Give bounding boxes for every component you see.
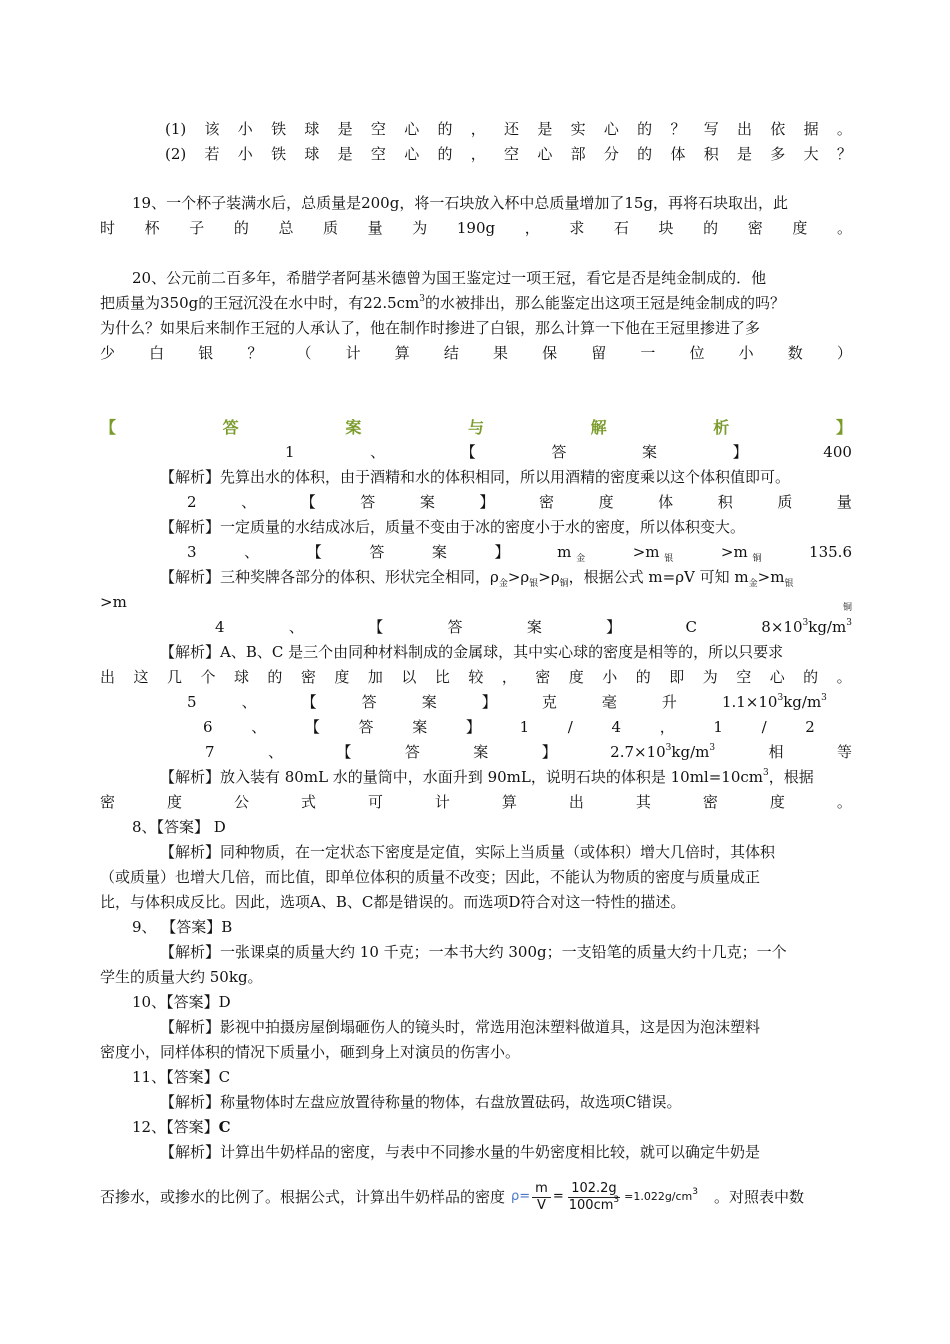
text-token: 密 xyxy=(539,493,555,511)
text-token: 数 xyxy=(787,344,803,362)
text-token: 心 xyxy=(404,145,420,163)
text-token: 据 xyxy=(803,120,819,138)
text-token: 度 xyxy=(166,793,182,811)
answer-3-explanation-cont: >m 铜 xyxy=(100,593,852,613)
answer-8-explanation-2: （或质量）也增大几倍，而比值，即单位体积的质量不改变；因此，不能认为物质的密度与质量成正 xyxy=(100,868,761,886)
text-token: 2 xyxy=(805,718,815,736)
text-token: 式 xyxy=(300,793,316,811)
text-token: 加 xyxy=(367,668,383,686)
q18-line2 xyxy=(165,143,852,165)
text-token: 1 xyxy=(713,718,723,736)
text-token: 球 xyxy=(304,120,320,138)
text-token: 密 xyxy=(747,219,763,237)
text-token: 的 xyxy=(637,120,653,138)
text-token: 的 xyxy=(437,145,453,163)
text-token: 为 xyxy=(702,668,718,686)
density-formula: ρ= $\frac{m}{V}$ = $\frac{102.2g}{100cm^3}$ $=1.022g/cm^3$ xyxy=(511,1180,699,1213)
text-token: 银 xyxy=(198,344,214,362)
text-token: 1 xyxy=(519,718,530,736)
text-token: 的 xyxy=(637,145,653,163)
text-token: 块 xyxy=(658,219,674,237)
text-token: 该 xyxy=(204,120,220,138)
text-token: 度 xyxy=(792,219,808,237)
text-token: 密 xyxy=(535,668,551,686)
text-token: ， xyxy=(659,718,675,736)
text-token: 是 xyxy=(337,120,353,138)
text-token: 保 xyxy=(542,344,558,362)
text-token: 6 xyxy=(203,718,213,736)
text-token: 度 xyxy=(598,493,614,511)
text-token: (1) xyxy=(165,120,187,138)
text-token: 即 xyxy=(669,668,685,686)
text-token: 答 xyxy=(358,718,374,736)
text-token: 1 xyxy=(285,443,295,461)
text-token: 的 xyxy=(703,219,719,237)
answer-5: 5 、 【 答 案 】 克 毫 升 $1.1\times 10^3kg/m^3$ xyxy=(187,693,827,711)
text-token: 小 xyxy=(738,344,754,362)
text-token: 是 xyxy=(337,145,353,163)
text-token: 的 xyxy=(635,668,651,686)
text-token: 结 xyxy=(443,344,459,362)
text-token: 度 xyxy=(769,793,785,811)
text-token: 铁 xyxy=(271,145,287,163)
text-token: ？ xyxy=(836,145,852,163)
answer-8-explanation-3: 比，与体积成反比。因此，选项A、B、C都是错误的。而选项D符合对这一特性的描述。 xyxy=(100,893,686,911)
text-token: 这 xyxy=(133,668,149,686)
text-token: 是 xyxy=(537,120,553,138)
text-token: 时 xyxy=(100,219,116,237)
text-token: 杯 xyxy=(144,219,160,237)
text-token: 。 xyxy=(836,120,852,138)
text-token: ， xyxy=(470,145,486,163)
text-token: 4 xyxy=(611,718,622,736)
text-token: (2) xyxy=(165,145,187,163)
text-token: 空 xyxy=(370,145,386,163)
text-token: 体 xyxy=(658,493,674,511)
q19-line2 xyxy=(100,217,852,239)
answer-12-explanation-1: 【解析】计算出牛奶样品的密度，与表中不同掺水量的牛奶密度相比较，就可以确定牛奶是 xyxy=(160,1143,761,1161)
text-token: 石 xyxy=(613,219,629,237)
text-token: 积 xyxy=(717,493,733,511)
text-token: 心 xyxy=(603,120,619,138)
text-token: 公 xyxy=(233,793,249,811)
text-token: 多 xyxy=(770,145,786,163)
text-token: 案 xyxy=(419,493,435,511)
q20-line1: 20、公元前二百多年，希腊学者阿基米德曾为国王鉴定过一项王冠，看它是否是纯金制成的．他 xyxy=(132,269,767,287)
q18-line1 xyxy=(165,118,852,140)
q20-line2: 把质量为350g的王冠沉没在水中时，有$22.5cm^3$的水被排出，那么能鉴定出这项王冠是纯金制成的吗？ xyxy=(100,294,786,312)
text-token: 较 xyxy=(468,668,484,686)
text-token: 心 xyxy=(537,145,553,163)
text-token: 空 xyxy=(370,120,386,138)
answer-4-explanation: 【解析】A、B、C 是三个由同种材料制成的金属球，其中实心球的密度是相等的，所以只要求 xyxy=(160,643,784,661)
text-token: 写 xyxy=(703,120,719,138)
text-token: 留 xyxy=(591,344,607,362)
answer-4-explanation-cont xyxy=(100,666,852,688)
text-token: 空 xyxy=(736,668,752,686)
answer-7-explanation-cont xyxy=(100,791,852,813)
answer-9-explanation-2: 学生的质量大约 50kg。 xyxy=(100,968,263,986)
text-token: 求 xyxy=(569,219,585,237)
text-token: 子 xyxy=(189,219,205,237)
text-token: 2 xyxy=(187,493,197,511)
answer-7: 7 、 【 答 案 】 $2.7\times 10^3kg/m^3$ 相 等 xyxy=(205,743,852,761)
text-token: ， xyxy=(470,120,486,138)
text-token: 少 xyxy=(100,344,116,362)
text-token: 小 xyxy=(237,145,253,163)
text-token: 还 xyxy=(504,120,520,138)
text-token: 比 xyxy=(434,668,450,686)
text-token: 。 xyxy=(836,219,852,237)
text-token: 密 xyxy=(100,793,116,811)
text-token: 的 xyxy=(437,120,453,138)
text-token: 实 xyxy=(570,120,586,138)
text-token: ） xyxy=(836,344,852,362)
answer-10-explanation-2: 密度小，同样体积的情况下质量小，砸到身上对演员的伤害小。 xyxy=(100,1043,521,1061)
text-token: 质 xyxy=(777,493,793,511)
answer-8: 8、【答案】 D xyxy=(132,818,226,836)
q19-line1: 19、一个杯子装满水后，总质量是200g，将一石块放入杯中总质量增加了15g，再将石块取出，此 xyxy=(132,194,789,212)
text-token: 解 xyxy=(590,418,607,437)
text-token: 铁 xyxy=(271,120,287,138)
text-token: / xyxy=(567,718,573,736)
text-token: 】 xyxy=(732,443,748,461)
answer-8-explanation-1: 【解析】同种物质，在一定状态下密度是定值，实际上当质量（或体积）增大几倍时，其体积 xyxy=(160,843,776,861)
text-token: 【 xyxy=(460,443,476,461)
text-token: 白 xyxy=(149,344,165,362)
text-token: 果 xyxy=(493,344,509,362)
text-token: 心 xyxy=(404,120,420,138)
text-token: 量 xyxy=(836,493,852,511)
text-token: 案 xyxy=(345,418,362,437)
text-token: 总 xyxy=(278,219,294,237)
answer-12: 12、【答案】C xyxy=(132,1118,231,1136)
text-token: 【 xyxy=(304,718,320,736)
text-token: 。 xyxy=(836,668,852,686)
text-token: 、 xyxy=(251,718,267,736)
text-token: 案 xyxy=(412,718,428,736)
text-token: 答 xyxy=(551,443,567,461)
answer-2-explanation: 【解析】一定质量的水结成冰后，质量不变由于冰的密度小于水的密度，所以体积变大。 xyxy=(160,518,746,536)
text-token: ， xyxy=(524,219,540,237)
text-token: 是 xyxy=(737,145,753,163)
answer-7-explanation: 【解析】放入装有 80mL 水的量筒中，水面升到 90mL，说明石块的体积是 $10ml=10cm^3$，根据 xyxy=(160,768,814,786)
text-token: 若 xyxy=(204,145,220,163)
answer-3-explanation: 【解析】三种奖牌各部分的体积、形状完全相同，$\rho_金>\rho_银>\rho_铜$，根据公式 m=ρV 可知 $m_金>m_银$ xyxy=(160,568,794,589)
text-token: 】 xyxy=(835,418,852,437)
text-token: 为 xyxy=(412,219,428,237)
answer-9-explanation-1: 【解析】一张课桌的质量大约 10 千克；一本书大约 300g；一支铅笔的质量大约十几克；一个 xyxy=(160,943,787,961)
text-token: 质 xyxy=(323,219,339,237)
text-token: 的 xyxy=(233,219,249,237)
text-token: 】 xyxy=(479,493,495,511)
text-token: 案 xyxy=(642,443,658,461)
text-token: 、 xyxy=(241,493,257,511)
text-token: / xyxy=(761,718,767,736)
text-token: 算 xyxy=(394,344,410,362)
q20-line4 xyxy=(100,342,852,364)
answer-10: 10、【答案】D xyxy=(132,993,231,1011)
text-token: 】 xyxy=(465,718,481,736)
text-token: 与 xyxy=(467,418,484,437)
text-token: 的 xyxy=(803,668,819,686)
text-token: 度 xyxy=(568,668,584,686)
text-token: 小 xyxy=(602,668,618,686)
text-token: 量 xyxy=(367,219,383,237)
text-token: 依 xyxy=(770,120,786,138)
text-token: ？ xyxy=(670,120,686,138)
answer-3: 3 、 【 答 案 】 m $_金$ >m $_银$ >m $_铜$ 135.6 xyxy=(187,543,852,564)
text-token: 积 xyxy=(703,145,719,163)
text-token: 400 xyxy=(823,443,852,461)
text-token: ？ xyxy=(247,344,263,362)
answer-9: 9、 【答案】B xyxy=(132,918,233,936)
text-token: 度 xyxy=(334,668,350,686)
answer-1-explanation: 【解析】先算出水的体积，由于酒精和水的体积相同，所以用酒精的密度乘以这个体积值即可。 xyxy=(160,468,791,486)
text-token: （ xyxy=(296,344,312,362)
answer-11-explanation: 【解析】称量物体时左盘应放置待称量的物体，右盘放置砝码，故选项C错误。 xyxy=(160,1093,682,1111)
text-token: 一 xyxy=(640,344,656,362)
text-token: 体 xyxy=(670,145,686,163)
text-token: 的 xyxy=(267,668,283,686)
answer-6 xyxy=(203,716,815,738)
text-token: 190g xyxy=(456,219,496,237)
text-token: 出 xyxy=(737,120,753,138)
text-token: 、 xyxy=(370,443,386,461)
text-token: 可 xyxy=(367,793,383,811)
text-token: ， xyxy=(501,668,517,686)
text-token: 位 xyxy=(689,344,705,362)
text-token: 球 xyxy=(304,145,320,163)
answer-12-explanation-2: 否掺水，或掺水的比例了。根据公式，计算出牛奶样品的密度 ρ= $\frac{m}{V}$ = $\frac{102.2g}{100cm^3}$ $=1.022g/cm^3$ 。对照表中数 xyxy=(100,1175,852,1219)
text-token: 计 xyxy=(345,344,361,362)
text-token: 空 xyxy=(504,145,520,163)
text-token: 个 xyxy=(200,668,216,686)
text-token: 算 xyxy=(501,793,517,811)
text-token: 密 xyxy=(300,668,316,686)
text-token: 小 xyxy=(237,120,253,138)
text-token: 分 xyxy=(603,145,619,163)
text-token: 密 xyxy=(702,793,718,811)
text-token: 出 xyxy=(100,668,116,686)
answer-11: 11、【答案】C xyxy=(132,1068,231,1086)
q20-line3: 为什么？如果后来制作王冠的人承认了，他在制作时掺进了白银，那么计算一下他在王冠里掺进了多 xyxy=(100,319,761,337)
text-token: 【 xyxy=(100,418,117,437)
answer-2 xyxy=(187,491,852,513)
text-token: 出 xyxy=(568,793,584,811)
text-token: 计 xyxy=(434,793,450,811)
text-token: 析 xyxy=(713,418,730,437)
answer-4: 4 、 【 答 案 】 C $8\times 10^3kg/m^3$ xyxy=(215,618,852,636)
answer-section-header xyxy=(100,417,852,439)
answer-10-explanation-1: 【解析】影视中拍摄房屋倒塌砸伤人的镜头时，常选用泡沫塑料做道具，这是因为泡沫塑料 xyxy=(160,1018,761,1036)
text-token: 答 xyxy=(222,418,239,437)
text-token: 。 xyxy=(836,793,852,811)
text-token: 球 xyxy=(233,668,249,686)
text-token: 几 xyxy=(166,668,182,686)
answer-1 xyxy=(285,441,852,463)
text-token: 【 xyxy=(300,493,316,511)
text-token: 大 xyxy=(803,145,819,163)
text-token: 部 xyxy=(570,145,586,163)
text-token: 以 xyxy=(401,668,417,686)
text-token: 其 xyxy=(635,793,651,811)
text-token: 心 xyxy=(769,668,785,686)
text-token: 答 xyxy=(360,493,376,511)
